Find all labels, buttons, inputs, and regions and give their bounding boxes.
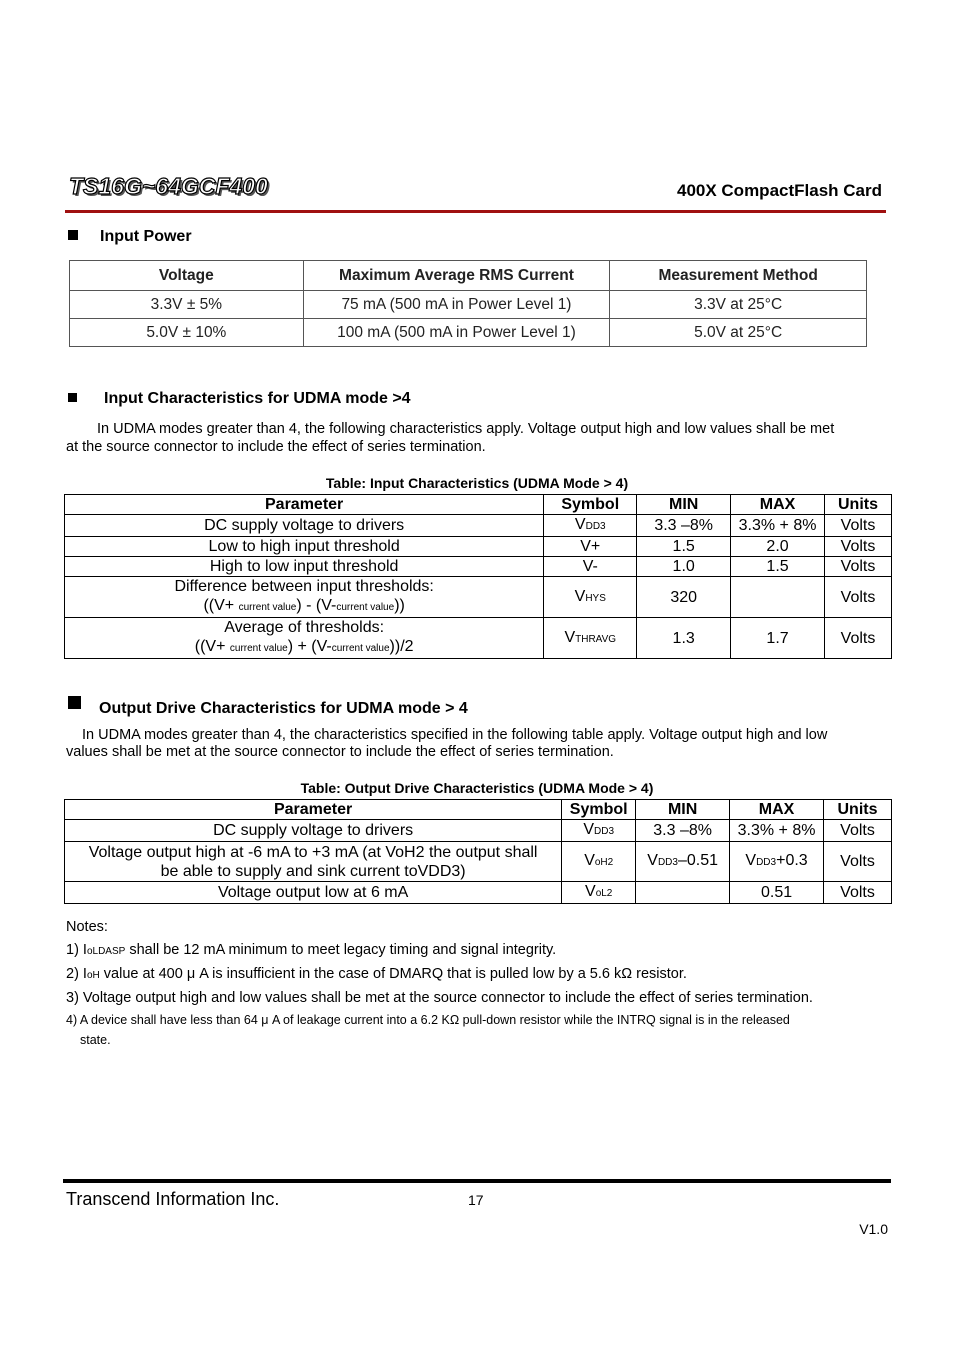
table-row: Voltage output low at 6 mA VoL2 0.51 Volts (65, 882, 892, 904)
notes (66, 916, 896, 1050)
paragraph-line: at the source connector to include the effect of series termination. (66, 439, 486, 455)
column-header: Symbol (544, 495, 637, 515)
table-row: DC supply voltage to drivers VDD3 3.3 –8% 3.3% + 8% Volts (65, 820, 892, 842)
table-row: DC supply voltage to drivers VDD3 3.3 –8% 3.3% + 8% Volts (65, 515, 892, 537)
document-title: 400X CompactFlash Card (676, 181, 882, 200)
table-row: 3.3V ± 5% 75 mA (500 mA in Power Level 1) 3.3V at 25°C (70, 291, 867, 319)
paragraph-line: In UDMA modes greater than 4, the characteristics specified in the following table apply. Voltage output high and low (82, 727, 828, 743)
notes-title: Notes: (66, 919, 108, 935)
square-bullet-icon (68, 230, 78, 240)
section-heading-output-drive: Output Drive Characteristics for UDMA mode > 4 (68, 696, 468, 718)
column-header: Maximum Average RMS Current (303, 261, 610, 291)
footer-rule (63, 1179, 891, 1183)
brand-logo-text: TS16G~64GCF400 (69, 173, 268, 199)
section-heading-input-characteristics: Input Characteristics for UDMA mode >4 (68, 390, 411, 408)
note-item: 4) A device shall have less than 64 μ A of leakage current into a 6.2 KΩ pull-down resistor while the INTRQ signal is in the released (66, 1013, 790, 1027)
paragraph-line: values shall be met at the source connector to include the effect of series termination. (66, 744, 614, 760)
output-drive-table (64, 799, 892, 904)
section-heading-input-power: Input Power (68, 228, 192, 246)
header-rule (65, 210, 886, 213)
table-row: High to low input threshold V- 1.0 1.5 Volts (65, 557, 892, 577)
column-header: Voltage (70, 261, 304, 291)
column-header: MAX (731, 495, 825, 515)
version-label: V1.0 (859, 1221, 888, 1237)
note-item: 3) Voltage output high and low values shall be met at the source connector to include the effect of series termination. (66, 990, 813, 1006)
table-row: Difference between input thresholds: ((V+ current value) - (V-current value)) VHYS 320 Volts (65, 577, 892, 618)
table-row: Voltage output high at -6 mA to +3 mA (at VoH2 the output shall be able to supply and sink current toVDD3) VoH2 VDD3–0.51 VDD3+0.3 Volts (65, 842, 892, 882)
table-caption: Table: Output Drive Characteristics (UDMA Mode > 4) (300, 780, 654, 796)
column-header: MAX (730, 800, 824, 820)
square-bullet-icon (68, 696, 81, 709)
table-row: Average of thresholds: ((V+ current value) + (V-current value))/2 VTHRAVG 1.3 1.7 Volts (65, 618, 892, 659)
column-header: MIN (637, 495, 731, 515)
input-power-table (69, 260, 867, 347)
paragraph-line: In UDMA modes greater than 4, the following characteristics apply. Voltage output high and low values shall be met (97, 421, 835, 437)
column-header: MIN (636, 800, 730, 820)
column-header: Parameter (65, 800, 562, 820)
column-header: Symbol (562, 800, 636, 820)
table-row: Low to high input threshold V+ 1.5 2.0 Volts (65, 537, 892, 557)
column-header: Units (824, 800, 892, 820)
footer-company: Transcend Information Inc. (66, 1189, 280, 1209)
note-item-continued: state. (80, 1033, 111, 1047)
table-caption: Table: Input Characteristics (UDMA Mode > 4) (325, 475, 629, 491)
column-header: Measurement Method (610, 261, 867, 291)
table-row: 5.0V ± 10% 100 mA (500 mA in Power Level 1) 5.0V at 25°C (70, 319, 867, 347)
note-item: 2) IoH value at 400 μ A is insufficient in the case of DMARQ that is pulled low by a 5.6 kΩ resistor. (66, 966, 687, 982)
square-bullet-icon (68, 393, 77, 402)
note-item: 1) IoLDASP shall be 12 mA minimum to meet legacy timing and signal integrity. (66, 942, 557, 958)
column-header: Parameter (65, 495, 544, 515)
column-header: Units (825, 495, 892, 515)
input-characteristics-table (64, 494, 892, 659)
page-number: 17 (468, 1192, 484, 1208)
